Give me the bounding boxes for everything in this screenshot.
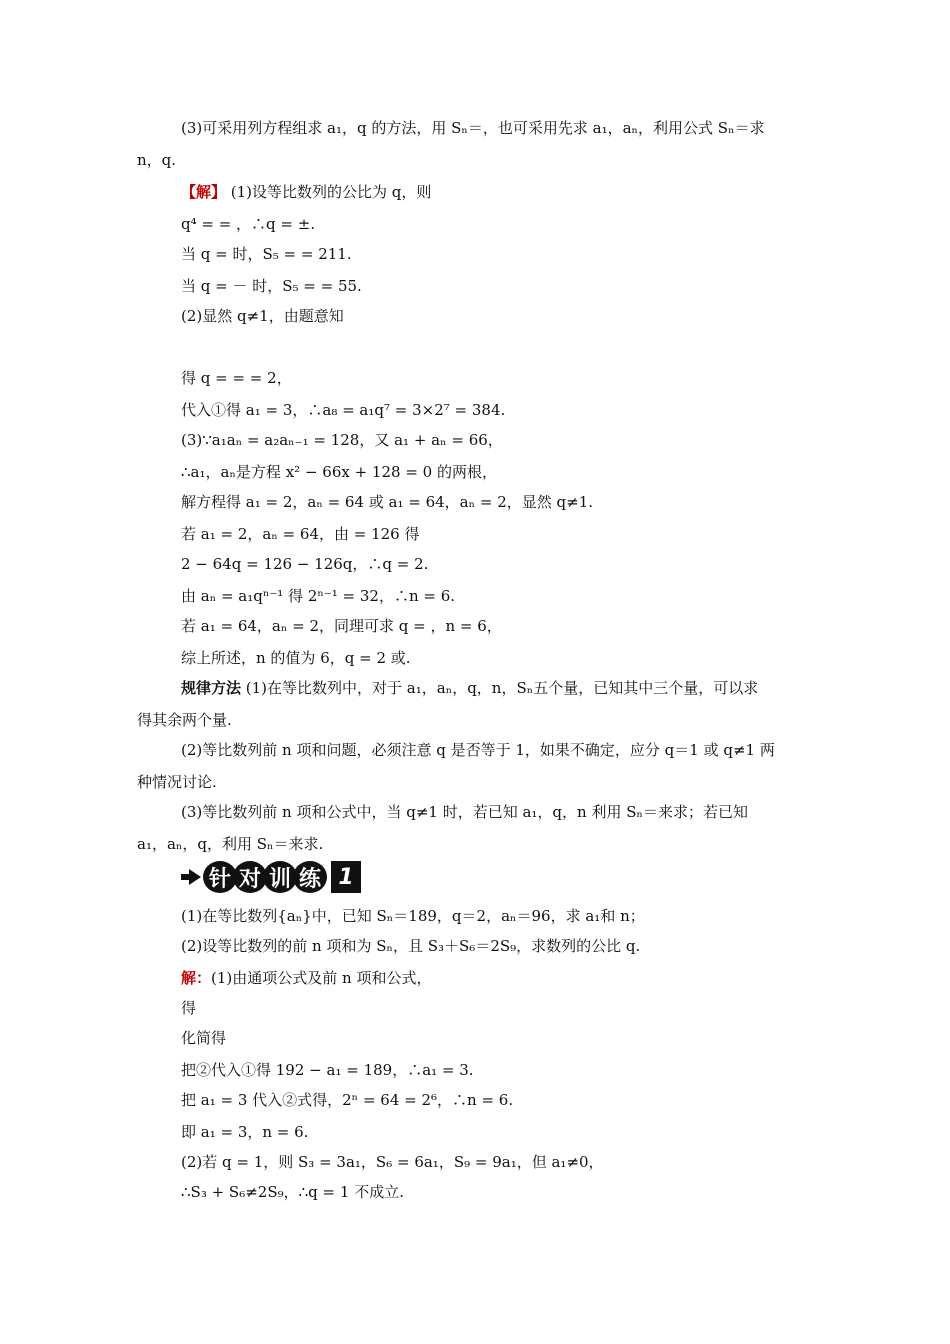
line-text: (3)∵a₁aₙ = a₂aₙ₋₁ = 128，又 a₁ + aₙ = 66，	[181, 431, 503, 449]
text-line	[181, 1060, 474, 1080]
line-text: ∴a₁，aₙ是方程 x² − 66x + 128 = 0 的两根，	[181, 463, 497, 481]
line-text: 把 a₁ = 3 代入②式得，2ⁿ = 64 = 2⁶，∴n = 6.	[181, 1091, 514, 1109]
line-text: 得	[181, 999, 197, 1017]
line-text: 解方程得 a₁ = 2，aₙ = 64 或 a₁ = 64，aₙ = 2，显然 q≠1.	[181, 493, 594, 511]
text-line	[181, 648, 411, 668]
text-line	[181, 968, 431, 988]
text-line	[137, 150, 176, 170]
practice-banner	[181, 860, 361, 894]
solution-label: 解：	[181, 969, 212, 987]
text-line	[181, 400, 505, 420]
text-line	[181, 276, 362, 296]
solution-label: 【解】	[181, 183, 227, 201]
line-text: (3)可采用列方程组求 a₁，q 的方法，用 Sₙ＝，也可采用先求 a₁，aₙ，利用公式 Sₙ＝求	[181, 119, 765, 137]
text-line	[181, 214, 315, 234]
line-text: 当 q = － 时，S₅ = = 55.	[181, 277, 362, 295]
text-line	[181, 306, 344, 326]
text-line	[181, 1028, 226, 1048]
line-text: 由 aₙ = a₁qⁿ⁻¹ 得 2ⁿ⁻¹ = 32，∴n = 6.	[181, 587, 456, 605]
line-text: 把②代入①得 192 − a₁ = 189，∴a₁ = 3.	[181, 1061, 474, 1079]
line-text: 化简得	[181, 1029, 227, 1047]
arrow-right-icon	[181, 874, 189, 880]
line-text: (2)等比数列前 n 项和问题，必须注意 q 是否等于 1，如果不确定，应分 q＝1 或 q≠1 两	[181, 741, 775, 759]
line-text: 种情况讨论.	[137, 773, 217, 791]
line-text: (1)在等比数列中，对于 a₁，aₙ，q，n，Sₙ五个量，已知其中三个量，可以求	[241, 679, 759, 697]
line-text: q⁴ = = ，∴q = ±.	[181, 215, 316, 233]
text-line	[181, 586, 455, 606]
text-line	[181, 1152, 604, 1172]
arrow-head-icon	[189, 869, 201, 885]
text-line	[181, 678, 758, 698]
text-line	[181, 1122, 308, 1142]
text-line	[181, 906, 645, 926]
line-text: 若 a₁ = 64，aₙ = 2，同理可求 q = ，n = 6，	[181, 617, 502, 635]
text-line	[181, 936, 640, 956]
line-text: 得其余两个量.	[137, 711, 232, 729]
line-text: (2)显然 q≠1，由题意知	[181, 307, 344, 325]
text-line	[181, 616, 502, 636]
line-text: (1)由通项公式及前 n 项和公式，	[211, 969, 432, 987]
line-text: n，q.	[137, 151, 177, 169]
line-text: (1)设等比数列的公比为 q，则	[226, 183, 432, 201]
text-line	[137, 772, 217, 792]
text-line	[181, 802, 748, 822]
line-text: 2 − 64q = 126 − 126q，∴q = 2.	[181, 555, 429, 573]
text-line	[181, 244, 352, 264]
text-line	[181, 1182, 404, 1202]
line-text: 即 a₁ = 3，n = 6.	[181, 1123, 309, 1141]
line-text: (1)在等比数列{aₙ}中，已知 Sₙ＝189，q＝2，aₙ＝96，求 a₁和 n；	[181, 907, 645, 925]
banner-number: 1	[331, 861, 361, 893]
line-text: 若 a₁ = 2，aₙ = 64，由 = 126 得	[181, 525, 420, 543]
text-line	[181, 1090, 513, 1110]
method-label: 规律方法	[181, 679, 242, 697]
text-line	[181, 118, 765, 138]
text-line	[181, 524, 420, 544]
text-line	[137, 834, 323, 854]
text-line	[181, 182, 431, 202]
line-text: (2)设等比数列的前 n 项和为 Sₙ，且 S₃＋S₆＝2S₉，求数列的公比 q.	[181, 937, 641, 955]
line-text: 代入①得 a₁ = 3，∴a₈ = a₁q⁷ = 3×2⁷ = 384.	[181, 401, 506, 419]
text-line	[181, 368, 292, 388]
line-text: ∴S₃ + S₆≠2S₉，∴q = 1 不成立.	[181, 1183, 404, 1201]
text-line	[181, 430, 503, 450]
line-text: a₁，aₙ，q，利用 Sₙ＝来求.	[137, 835, 324, 853]
line-text: 得 q = = = 2，	[181, 369, 292, 387]
line-text: 当 q = 时，S₅ = = 211.	[181, 245, 352, 263]
text-line	[181, 492, 593, 512]
line-text: (2)若 q = 1，则 S₃ = 3a₁，S₆ = 6a₁，S₉ = 9a₁，但 a₁≠0，	[181, 1153, 604, 1171]
text-line	[137, 710, 232, 730]
line-text: 综上所述，n 的值为 6，q = 2 或.	[181, 649, 411, 667]
text-line	[181, 740, 775, 760]
banner-char-4: 练	[293, 861, 327, 893]
text-line	[181, 554, 428, 574]
banner-char-2: 对	[233, 861, 267, 893]
text-line	[181, 462, 497, 482]
line-text: (3)等比数列前 n 项和公式中，当 q≠1 时，若已知 a₁，q，n 利用 Sₙ＝来求；若已知	[181, 803, 748, 821]
text-line	[181, 998, 196, 1018]
banner-char-3: 训	[263, 861, 297, 893]
banner-char-1: 针	[203, 861, 237, 893]
